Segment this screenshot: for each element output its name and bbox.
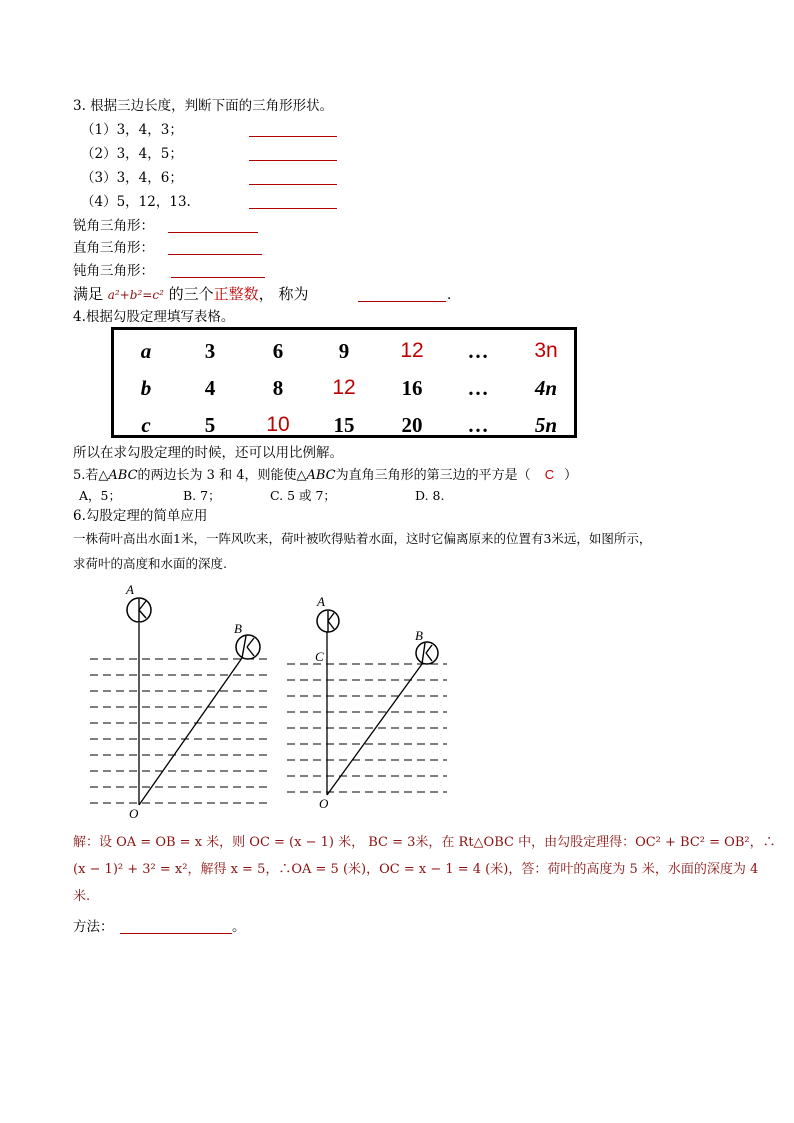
table-cell: 4n	[534, 376, 558, 400]
q3-item-3: （3）3，4，6；	[81, 170, 183, 186]
table-cell: c	[141, 413, 151, 437]
table-cell: 6	[272, 339, 284, 363]
table-cell: 16	[401, 376, 423, 400]
table-cell: …	[467, 376, 489, 400]
q5-stem-before: 5.若△	[73, 468, 109, 483]
table-cell: …	[467, 413, 489, 437]
q5-answer: C	[544, 467, 555, 482]
method-end: 。	[232, 919, 246, 935]
solution-line-2: (x − 1)² + 3² = x²，解得 x = 5，∴OA = 5 (米)，OC = x − 1 = 4 (米)，答：荷叶的高度为 5 米，水面的深度为 4	[73, 862, 759, 877]
table-cell: 12	[400, 339, 424, 362]
label-a-right: A	[317, 594, 325, 609]
triangle-abc: ABC	[306, 468, 336, 483]
table-cell: 15	[333, 413, 355, 437]
solution-line-1: 解：设 OA = OB = x 米，则 OC = (x − 1) 米， BC = 3米，在 Rt△OBC 中，由勾股定理得：OC² + BC² = OB²，∴	[73, 835, 776, 850]
table-cell: …	[467, 339, 489, 363]
label-b-left: B	[234, 621, 242, 636]
q5-option-b: B. 7；	[183, 488, 221, 503]
q4-note: 所以在求勾股定理的时候，还可以用比例解。	[73, 445, 343, 461]
table-cell: 20	[401, 413, 423, 437]
pyth-formula: a²+b²=c²	[107, 288, 164, 302]
q5-stem-after: 为直角三角形的第三边的平方是（	[335, 468, 531, 483]
table-cell: 9	[338, 339, 350, 363]
water-lines-left	[90, 659, 270, 803]
label-b-right: B	[415, 628, 423, 643]
pyth-end: .	[447, 287, 452, 303]
table-cell: 10	[266, 413, 290, 436]
pyth-positive: 正整数	[213, 285, 259, 303]
q6-text-1: 一株荷叶高出水面1米，一阵风吹来，荷叶被吹得贴着水面，这时它偏离原来的位置有3米远，如图所示，	[73, 531, 652, 546]
q3-item-2: （2）3，4，5；	[81, 146, 183, 162]
table-cell: b	[140, 376, 152, 400]
lotus-leaf-a-right	[317, 610, 339, 632]
obtuse-label: 钝角三角形：	[73, 263, 154, 279]
solution-line-3: 米.	[73, 889, 91, 904]
q3-item-4: （4）5，12，13.	[81, 194, 191, 210]
q3-title: 3. 根据三边长度，判断下面的三角形形状。	[73, 98, 334, 114]
triangle-abc: ABC	[108, 468, 138, 483]
lotus-leaf-a	[127, 598, 151, 622]
pyth-suffix: ， 称为	[258, 285, 309, 303]
table-cell: a	[140, 339, 152, 363]
q3-item-1: （1）3，4，3；	[81, 122, 183, 138]
q5-option-d: D. 8.	[415, 488, 445, 503]
method-blank[interactable]	[120, 933, 232, 934]
q5-stem-mid: 的两边长为 3 和 4，则能使△	[137, 468, 307, 483]
lotus-leaf-b-right	[416, 642, 438, 664]
method-label: 方法：	[73, 919, 114, 935]
pyth-prefix: 满足	[73, 285, 108, 303]
water-lines-right	[287, 664, 447, 792]
label-a-left: A	[126, 582, 134, 597]
stem-slanted-right	[327, 664, 422, 795]
q5-close: ）	[564, 468, 578, 483]
acute-label: 锐角三角形：	[73, 218, 154, 234]
q5-option-a: A，5；	[79, 488, 121, 503]
table-cell: 5n	[534, 413, 558, 437]
label-c-right: C	[315, 649, 324, 664]
table-cell: 3	[204, 339, 216, 363]
q4-title: 4.根据勾股定理填写表格。	[73, 309, 235, 325]
table-cell: 3n	[534, 339, 558, 362]
q6-title: 6.勾股定理的简单应用	[73, 508, 208, 524]
label-o-right: O	[319, 796, 329, 811]
table-cell: 8	[272, 376, 284, 400]
table-cell: 5	[204, 413, 216, 437]
stem-slanted-left	[139, 658, 242, 805]
q5-option-c: C. 5 或 7；	[270, 488, 336, 503]
lotus-leaf-b	[236, 635, 260, 659]
q6-text-2: 求荷叶的高度和水面的深度.	[73, 556, 227, 571]
table-cell: 4	[204, 376, 216, 400]
right-label: 直角三角形：	[73, 240, 154, 256]
label-o-left: O	[129, 806, 139, 821]
pyth-mid: 的三个	[163, 285, 214, 303]
table-cell: 12	[332, 376, 356, 399]
